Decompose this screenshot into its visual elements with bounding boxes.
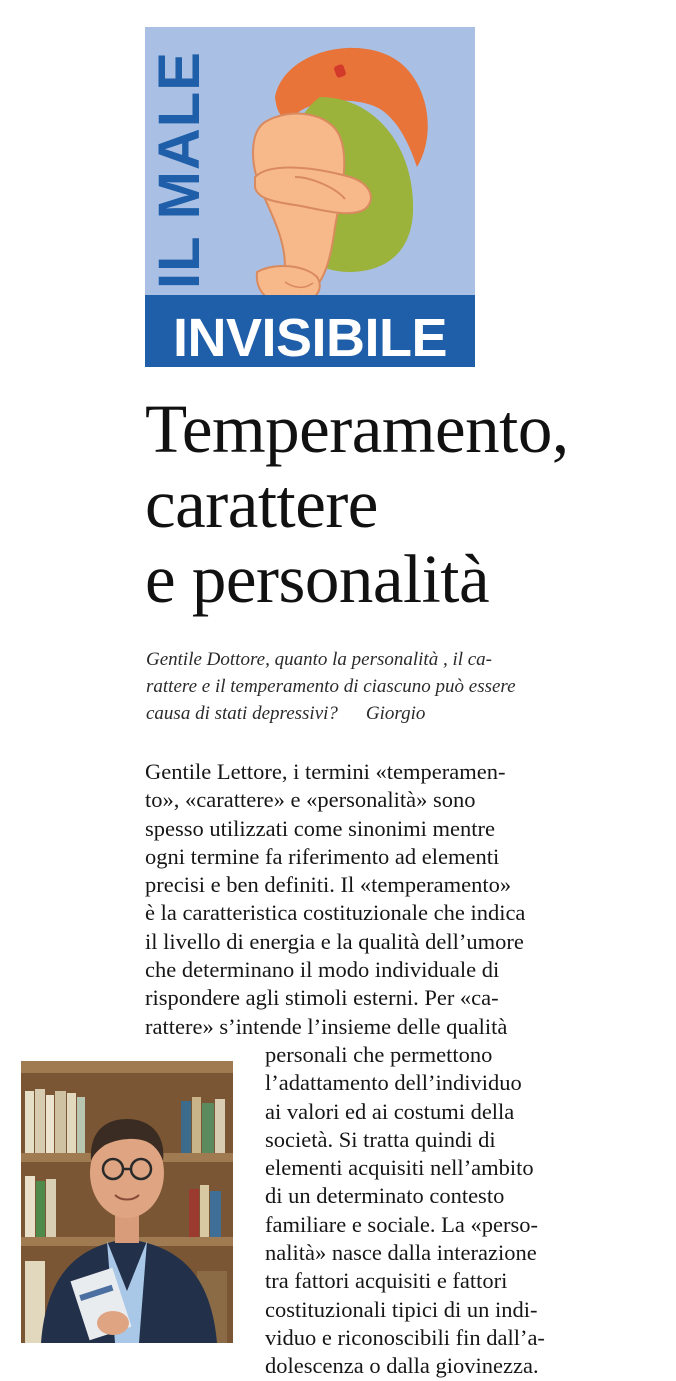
question-line-2: rattere e il temperamento di ciascuno può essere [146, 676, 516, 697]
answer-line: società. Si tratta quindi di [265, 1126, 496, 1152]
answer-line: viduo e riconoscibili fin dall’a- [265, 1324, 545, 1350]
answer-line: nalità» nasce dalla interazione [265, 1240, 537, 1266]
author-photo [21, 1061, 233, 1343]
logo-vertical-text: IL MALE [147, 51, 212, 289]
answer-line: dolescenza o dalla giovinezza. [265, 1353, 539, 1379]
article-headline [145, 392, 670, 617]
answer-line: rispondere agli stimoli esterni. Per «ca- [145, 985, 499, 1011]
headline-line-3: e personalità [145, 541, 490, 617]
answer-body-bottom [265, 1041, 605, 1381]
answer-line: tra fattori acquisiti e fattori [265, 1268, 508, 1294]
question-line-3-text: causa di stati depressivi? [146, 703, 338, 724]
author-portrait-icon [21, 1061, 233, 1343]
answer-line: elementi acquisiti nell’ambito [265, 1155, 534, 1181]
headline-line-2: carattere [145, 466, 378, 542]
answer-line: Gentile Lettore, i termini «temperamen- [145, 759, 506, 784]
answer-line: che determinano il modo individuale di [145, 957, 500, 983]
answer-line: di un determinato contesto [265, 1183, 505, 1209]
headline-line-1: Temperamento, [145, 391, 569, 467]
answer-line: personali che permettono [265, 1042, 493, 1067]
answer-line: spesso utilizzati come sinonimi mentre [145, 815, 495, 841]
question-line-1: Gentile Dottore, quanto la personalità , il ca- [146, 649, 493, 670]
answer-line: costituzionali tipici di un indi- [265, 1296, 538, 1322]
logo-bottom-text: INVISIBILE [172, 308, 448, 367]
answer-line: to», «carattere» e «personalità» sono [145, 787, 476, 813]
answer-body-top [145, 758, 600, 1041]
answer-line: l’adattamento dell’individuo [265, 1070, 522, 1096]
reader-question [146, 646, 586, 727]
answer-line: è la caratteristica costituzionale che indica [145, 900, 526, 926]
crouching-girl-illustration [145, 27, 475, 367]
answer-line: ogni termine fa riferimento ad elementi [145, 843, 500, 869]
answer-line: precisi e ben definiti. Il «temperamento» [145, 872, 512, 898]
answer-line: rattere» s’intende l’insieme delle qualità [145, 1013, 508, 1039]
reader-signature: Giorgio [365, 703, 426, 724]
answer-line: familiare e sociale. La «perso- [265, 1211, 538, 1237]
answer-line: ai valori ed ai costumi della [265, 1098, 515, 1124]
column-logo [145, 27, 475, 367]
question-line-3 [146, 700, 586, 727]
answer-line: il livello di energia e la qualità dell’umore [145, 928, 524, 954]
